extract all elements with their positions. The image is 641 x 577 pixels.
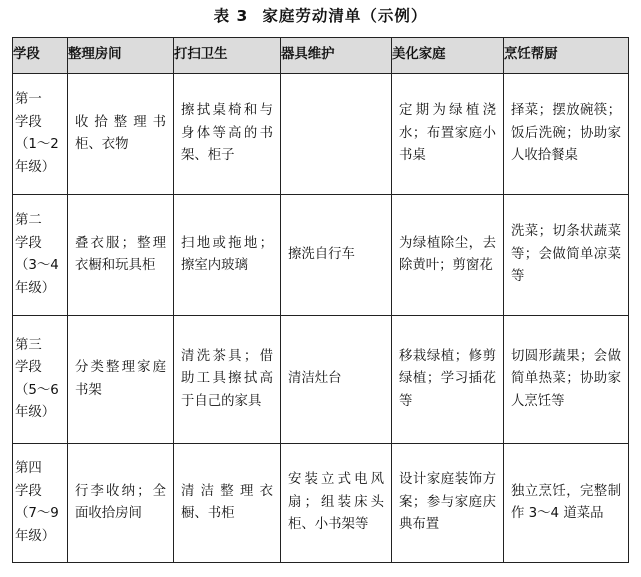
- stage-line: 第三: [15, 337, 42, 353]
- header-stage: 学段: [13, 38, 68, 74]
- table-cell: 分类整理家庭书架: [68, 316, 174, 444]
- table-row: [13, 316, 629, 444]
- table-cell: 独立烹饪，完整制作 3～4 道菜品: [504, 444, 629, 563]
- table-cell: 切圆形蔬果；会做简单热菜；协助家人烹饪等: [504, 316, 629, 444]
- stage-cell: [13, 444, 68, 563]
- table-cell: 设计家庭装饰方案；参与家庭庆典布置: [392, 444, 504, 563]
- header-cleaning: 打扫卫生: [174, 38, 281, 74]
- stage-line: （3～4: [15, 258, 59, 273]
- table-cell: 为绿植除尘，去除黄叶；剪窗花: [392, 195, 504, 316]
- table-header-row: [13, 38, 629, 74]
- table-cell: 择菜；摆放碗筷；饭后洗碗；协助家人收拾餐桌: [504, 74, 629, 195]
- table-cell: 行李收纳；全面收拾房间: [68, 444, 174, 563]
- table-row: [13, 444, 629, 563]
- header-cooking: 烹饪帮厨: [504, 38, 629, 74]
- table-cell: [281, 74, 392, 195]
- table-cell: 清洁灶台: [281, 316, 392, 444]
- stage-line: 年级）: [15, 159, 56, 175]
- header-beautify: 美化家庭: [392, 38, 504, 74]
- stage-line: 第一: [15, 92, 42, 107]
- household-labor-table: [12, 37, 629, 563]
- stage-cell: [13, 74, 68, 195]
- stage-cell: [13, 195, 68, 316]
- stage-line: 学段: [15, 360, 42, 375]
- table-cell: 擦洗自行车: [281, 195, 392, 316]
- stage-line: 第四: [15, 461, 42, 476]
- stage-line: （1～2: [15, 137, 59, 152]
- table-cell: 清洗茶具；借助工具擦拭高于自己的家具: [174, 316, 281, 444]
- table-row: [13, 195, 629, 316]
- stage-cell: [13, 316, 68, 444]
- table-caption: [0, 4, 641, 26]
- table-cell: 安装立式电风扇；组装床头柜、小书架等: [281, 444, 392, 563]
- stage-line: 学段: [15, 114, 42, 130]
- stage-line: （7～9: [15, 506, 59, 521]
- table-cell: 移栽绿植；修剪绿植；学习插花等: [392, 316, 504, 444]
- table-number: 表 3: [213, 7, 249, 25]
- stage-line: 年级）: [15, 528, 56, 544]
- stage-line: 第二: [15, 213, 42, 228]
- table-cell: 清洁整理衣橱、书柜: [174, 444, 281, 563]
- stage-line: （5～6: [15, 382, 59, 398]
- stage-line: 年级）: [15, 405, 56, 420]
- table-cell: 擦拭桌椅和与身体等高的书架、柜子: [174, 74, 281, 195]
- table-row: [13, 74, 629, 195]
- table-cell: 定期为绿植浇水；布置家庭小书桌: [392, 74, 504, 195]
- stage-line: 学段: [15, 235, 42, 251]
- stage-line: 年级）: [15, 280, 56, 296]
- table-cell: 叠衣服；整理衣橱和玩具柜: [68, 195, 174, 316]
- stage-line: 学段: [15, 483, 42, 499]
- table-cell: 洗菜；切条状蔬菜等；会做简单凉菜等: [504, 195, 629, 316]
- table-cell: 扫地或拖地；擦室内玻璃: [174, 195, 281, 316]
- header-tidy-room: 整理房间: [68, 38, 174, 74]
- header-equipment: 器具维护: [281, 38, 392, 74]
- table-cell: 收拾整理书柜、衣物: [68, 74, 174, 195]
- table-title: 家庭劳动清单（示例）: [262, 7, 428, 25]
